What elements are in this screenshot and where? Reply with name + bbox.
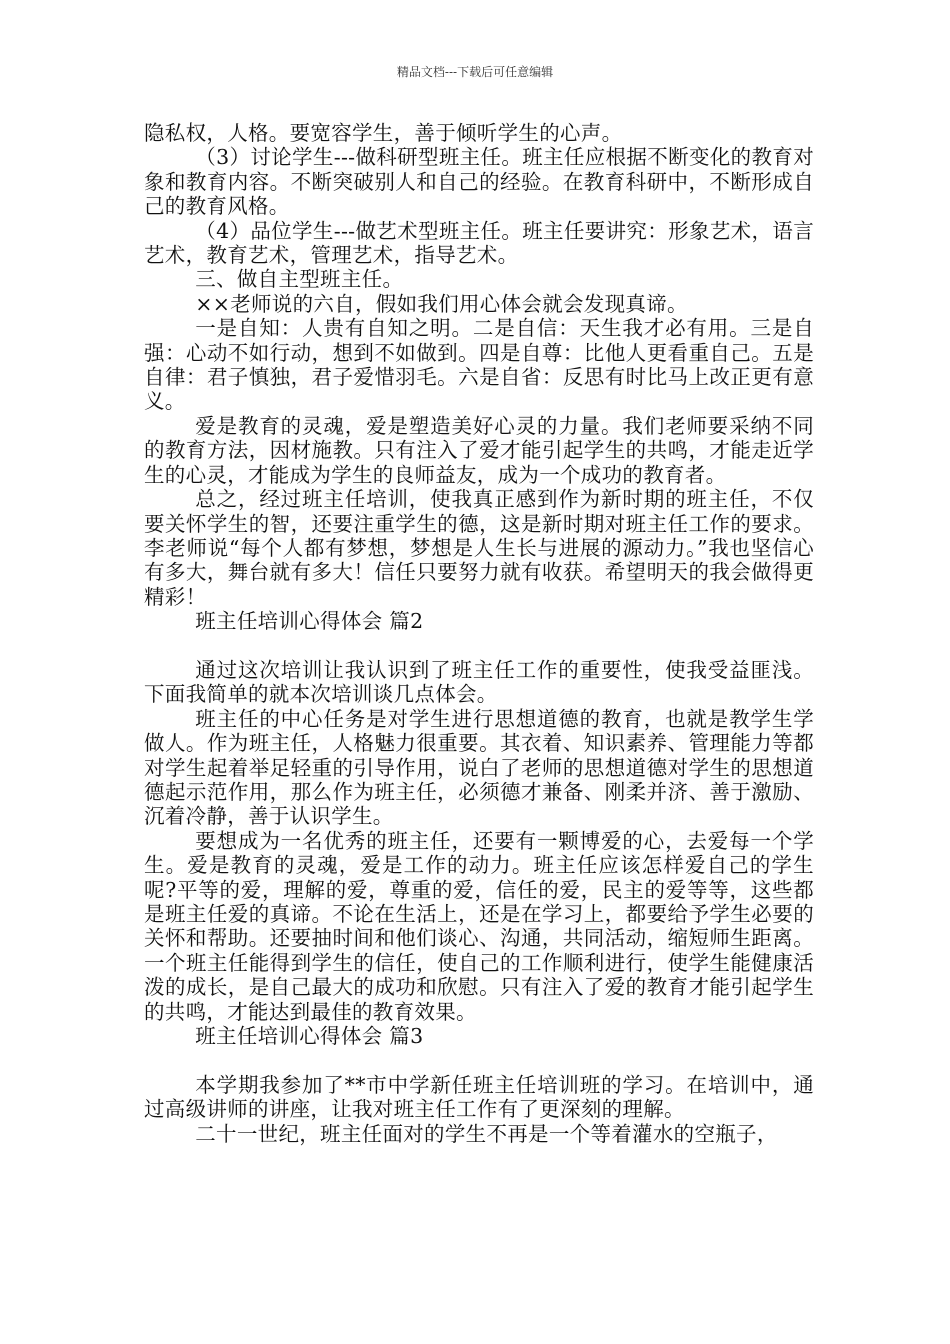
paragraph: ××老师说的六自，假如我们用心体会就会发现真谛。: [195, 291, 688, 316]
paragraph: 隐私权，人格。要宽容学生，善于倾听学生的心声。: [144, 121, 623, 145]
paragraph: 班主任的中心任务是对学生进行思想道德的教育，也就是教学生学做人。作为班主任，人格魅力很重要。其衣着、知识素养、管理能力等都对学生起着举足轻重的引导作用，说白了老师的思想道德对学生的思想道德起示范作用，那么作为班主任，必须德才兼备、刚柔并济、善于激励、沉着冷静，善于认识学生。: [144, 706, 814, 829]
paragraph: 二十一世纪，班主任面对的学生不再是一个等着灌水的空瓶子，: [195, 1121, 778, 1146]
document-body: [144, 121, 814, 1146]
paragraph: 总之，经过班主任培训，使我真正感到作为新时期的班主任，不仅要关怀学生的智，还要注重学生的德，这是新时期对班主任工作的要求。李老师说“每个人都有梦想，梦想是人生长与进展的源动力。”我也坚信心有多大，舞台就有多大！信任只要努力就有收获。希望明天的我会做得更精彩！: [144, 487, 814, 609]
paragraph: 通过这次培训让我认识到了班主任工作的重要性，使我受益匪浅。下面我简单的就本次培训谈几点体会。: [144, 657, 814, 707]
article-title: 班主任培训心得体会 篇3: [195, 1024, 424, 1049]
page-header: 精品文档---下载后可任意编辑: [396, 65, 554, 79]
paragraph: 要想成为一名优秀的班主任，还要有一颗博爱的心，去爱每一个学生。爱是教育的灵魂，爱是工作的动力。班主任应该怎样爱自己的学生呢?平等的爱，理解的爱，尊重的爱，信任的爱，民主的爱等等，这些都是班主任爱的真谛。不论在生活上，还是在学习上，都要给予学生必要的关怀和帮助。还要抽时间和他们谈心、沟通，共同活动，缩短师生距离。一个班主任能得到学生的信任，使自己的工作顺利进行，使学生能健康活泼的成长，是自己最大的成功和欣慰。只有注入了爱的教育才能引起学生的共鸣，才能达到最佳的教育效果。: [144, 828, 814, 1024]
paragraph: （3）讨论学生---做科研型班主任。班主任应根据不断变化的教育对象和教育内容。不断突破别人和自己的经验。在教育科研中，不断形成自己的教育风格。: [144, 145, 814, 219]
blank-line: [144, 1048, 814, 1072]
article-title: 班主任培训心得体会 篇2: [195, 609, 424, 634]
paragraph: 一是自知：人贵有自知之明。二是自信：天生我才必有用。三是自强：心动不如行动，想到不如做到。四是自尊：比他人更看重自己。五是自律：君子慎独，君子爱惜羽毛。六是自省：反思有时比马上改正更有意义。: [144, 316, 814, 414]
paragraph: 爱是教育的灵魂，爱是塑造美好心灵的力量。我们老师要采纳不同的教育方法，因材施教。只有注入了爱才能引起学生的共鸣，才能走近学生的心灵，才能成为学生的良师益友，成为一个成功的教育者。: [144, 413, 814, 487]
paragraph: 本学期我参加了**市中学新任班主任培训班的学习。在培训中，通过高级讲师的讲座，让我对班主任工作有了更深刻的理解。: [144, 1072, 814, 1122]
paragraph: （4）品位学生---做艺术型班主任。班主任要讲究：形象艺术，语言艺术，教育艺术，管理艺术，指导艺术。: [144, 218, 814, 268]
blank-line: [144, 634, 814, 658]
section-heading: 三、做自主型班主任。: [195, 267, 404, 292]
